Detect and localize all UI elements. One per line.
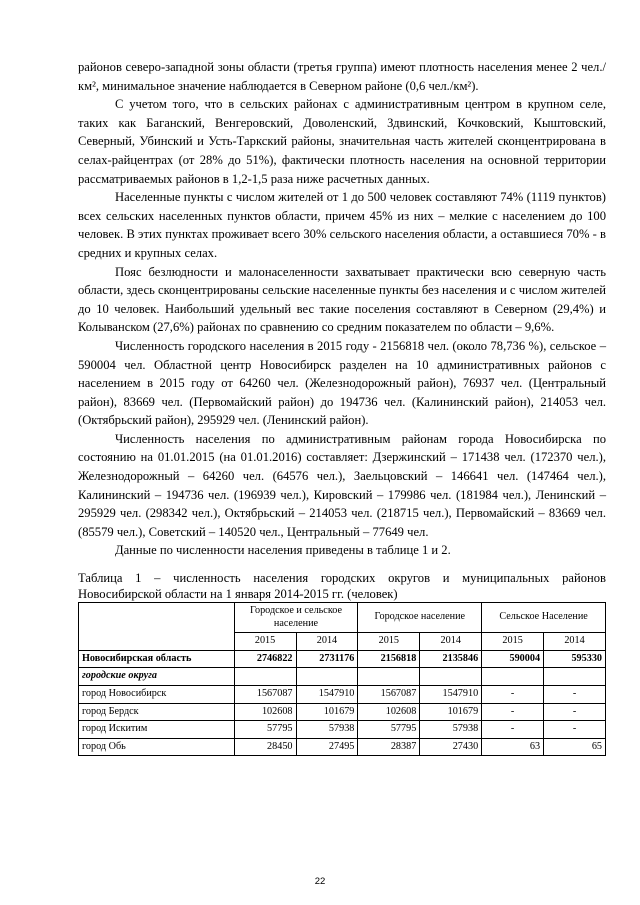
table-cell bbox=[544, 668, 606, 686]
table-row-region-total bbox=[79, 650, 606, 668]
table-cell: 57938 bbox=[420, 721, 482, 739]
page-number: 22 bbox=[314, 876, 326, 887]
paragraph-novosibirsk-districts: Численность населения по административным районам города Новосибирска по состоянию на 01.01.2015 (на 01.01.2016) составляет: Дзержинский – 171438 чел. (172370 чел.), Железнодорожный – 64260 чел. (64576 чел.), Заельцовский – 146641 чел. (147464 чел.), Калининский – 194736 чел. (196939 чел.), Кировский – 179986 чел. (181984 чел.), Ленинский – 295929 чел. (298342 чел.), Октябрьский – 214053 чел. (218715 чел.), Первомайский – 83669 чел. (85579 чел.), Советский – 140520 чел., Центральный – 77649 чел. bbox=[78, 431, 606, 539]
paragraph-table-reference: Данные по численности населения приведены в таблице 1 и 2. bbox=[115, 543, 451, 558]
table-cell bbox=[482, 668, 544, 686]
row-label: город Новосибирск bbox=[79, 686, 235, 704]
paragraph-settlements: Населенные пункты с числом жителей от 1 до 500 человек составляют 74% (1119 пунктов) всех сельских населенных пунктов области, причем 45% из них – мелкие с населением до 100 человек. В этих пунктах проживает всего 30% сельского населения области, а оставшиеся 70% - в средних и крупных селах. bbox=[78, 190, 606, 260]
table-cell: 1547910 bbox=[420, 686, 482, 704]
table-cell: 63 bbox=[482, 738, 544, 756]
table-cell: - bbox=[482, 686, 544, 704]
table-row bbox=[79, 703, 606, 721]
population-table bbox=[78, 602, 606, 756]
table-cell: 2135846 bbox=[420, 650, 482, 668]
table-cell: 27495 bbox=[296, 738, 358, 756]
table-caption: Таблица 1 – численность населения городских округов и муниципальных районов Новосибирской области на 1 января 2014-2015 гг. (человек) bbox=[78, 571, 606, 602]
table-cell: - bbox=[544, 703, 606, 721]
row-label: город Бердск bbox=[79, 703, 235, 721]
table-row-section-heading bbox=[79, 668, 606, 686]
table-cell bbox=[420, 668, 482, 686]
table-cell: 57795 bbox=[358, 721, 420, 739]
table-cell bbox=[296, 668, 358, 686]
table-cell: - bbox=[482, 721, 544, 739]
year-header: 2015 bbox=[358, 633, 420, 651]
paragraph-depopulation-belt: Пояс безлюдности и малонаселенности захватывает практически всю северную часть области, здесь сконцентрированы сельские населенные пункты без населения и с числом жителей до 10 человек. Наибольший удельный вес такие поселения составляют в Северном (29,4%) и Колыванском (27,6%) районах по сравнению со средним показателем по области – 9,6%. bbox=[78, 264, 606, 335]
year-header: 2015 bbox=[234, 633, 296, 651]
table-corner-cell bbox=[79, 603, 235, 651]
table-cell: - bbox=[544, 686, 606, 704]
row-label: Новосибирская область bbox=[79, 650, 235, 668]
paragraph-urban-population: Численность городского населения в 2015 году - 2156818 чел. (около 78,736 %), сельское – 590004 чел. Областной центр Новосибирск разделен на 10 административных районов с населением в 2015 году от 64260 чел. (Железнодорожный район), 76937 чел. (Центральный район), 83669 чел. (Первомайский район) до 194736 чел. (Калининский район), 214053 чел. (Октябрьский район), 295929 чел. (Ленинский район). bbox=[78, 338, 606, 428]
group-header-total: Городское и сельское население bbox=[234, 603, 358, 633]
table-cell: 2156818 bbox=[358, 650, 420, 668]
year-header: 2014 bbox=[296, 633, 358, 651]
table-cell: 2746822 bbox=[234, 650, 296, 668]
table-cell: 102608 bbox=[358, 703, 420, 721]
row-label: город Обь bbox=[79, 738, 235, 756]
table-cell: 57938 bbox=[296, 721, 358, 739]
table-cell: - bbox=[482, 703, 544, 721]
table-cell: 27430 bbox=[420, 738, 482, 756]
section-heading-label: городские округа bbox=[79, 668, 235, 686]
table-cell: 28450 bbox=[234, 738, 296, 756]
group-header-urban: Городское население bbox=[358, 603, 482, 633]
table-cell bbox=[234, 668, 296, 686]
table-cell bbox=[358, 668, 420, 686]
year-header: 2014 bbox=[420, 633, 482, 651]
table-cell: 590004 bbox=[482, 650, 544, 668]
table-cell: 101679 bbox=[420, 703, 482, 721]
table-row bbox=[79, 686, 606, 704]
document-page bbox=[78, 58, 606, 756]
table-cell: 65 bbox=[544, 738, 606, 756]
table-row bbox=[79, 721, 606, 739]
table-cell: 595330 bbox=[544, 650, 606, 668]
table-cell: - bbox=[544, 721, 606, 739]
table-cell: 1567087 bbox=[358, 686, 420, 704]
table-cell: 2731176 bbox=[296, 650, 358, 668]
row-label: город Искитим bbox=[79, 721, 235, 739]
group-header-rural: Сельское Население bbox=[482, 603, 606, 633]
paragraph-rural-districts: С учетом того, что в сельских районах с административным центром в крупном селе, таких как Баганский, Венгеровский, Доволенский, Здвинский, Кочковский, Кыштовский, Северный, Убинский и Усть-Таркский районы, значительная часть жителей сконцентрирована в селах-райцентрах (от 28% до 51%), фактически плотность населения на основной территории рассматриваемых районов в 1,2-1,5 раза ниже расчетных данных. bbox=[78, 97, 606, 186]
year-header: 2014 bbox=[544, 633, 606, 651]
table-cell: 101679 bbox=[296, 703, 358, 721]
table-cell: 1567087 bbox=[234, 686, 296, 704]
table-group-header-row bbox=[79, 603, 606, 633]
table-cell: 102608 bbox=[234, 703, 296, 721]
paragraph-continuation: районов северо-западной зоны области (третья группа) имеют плотность населения менее 2 чел./км², минимальное значение наблюдается в Северном районе (0,6 чел./км²). bbox=[78, 60, 606, 93]
table-cell: 57795 bbox=[234, 721, 296, 739]
table-row bbox=[79, 738, 606, 756]
table-cell: 28387 bbox=[358, 738, 420, 756]
year-header: 2015 bbox=[482, 633, 544, 651]
table-cell: 1547910 bbox=[296, 686, 358, 704]
